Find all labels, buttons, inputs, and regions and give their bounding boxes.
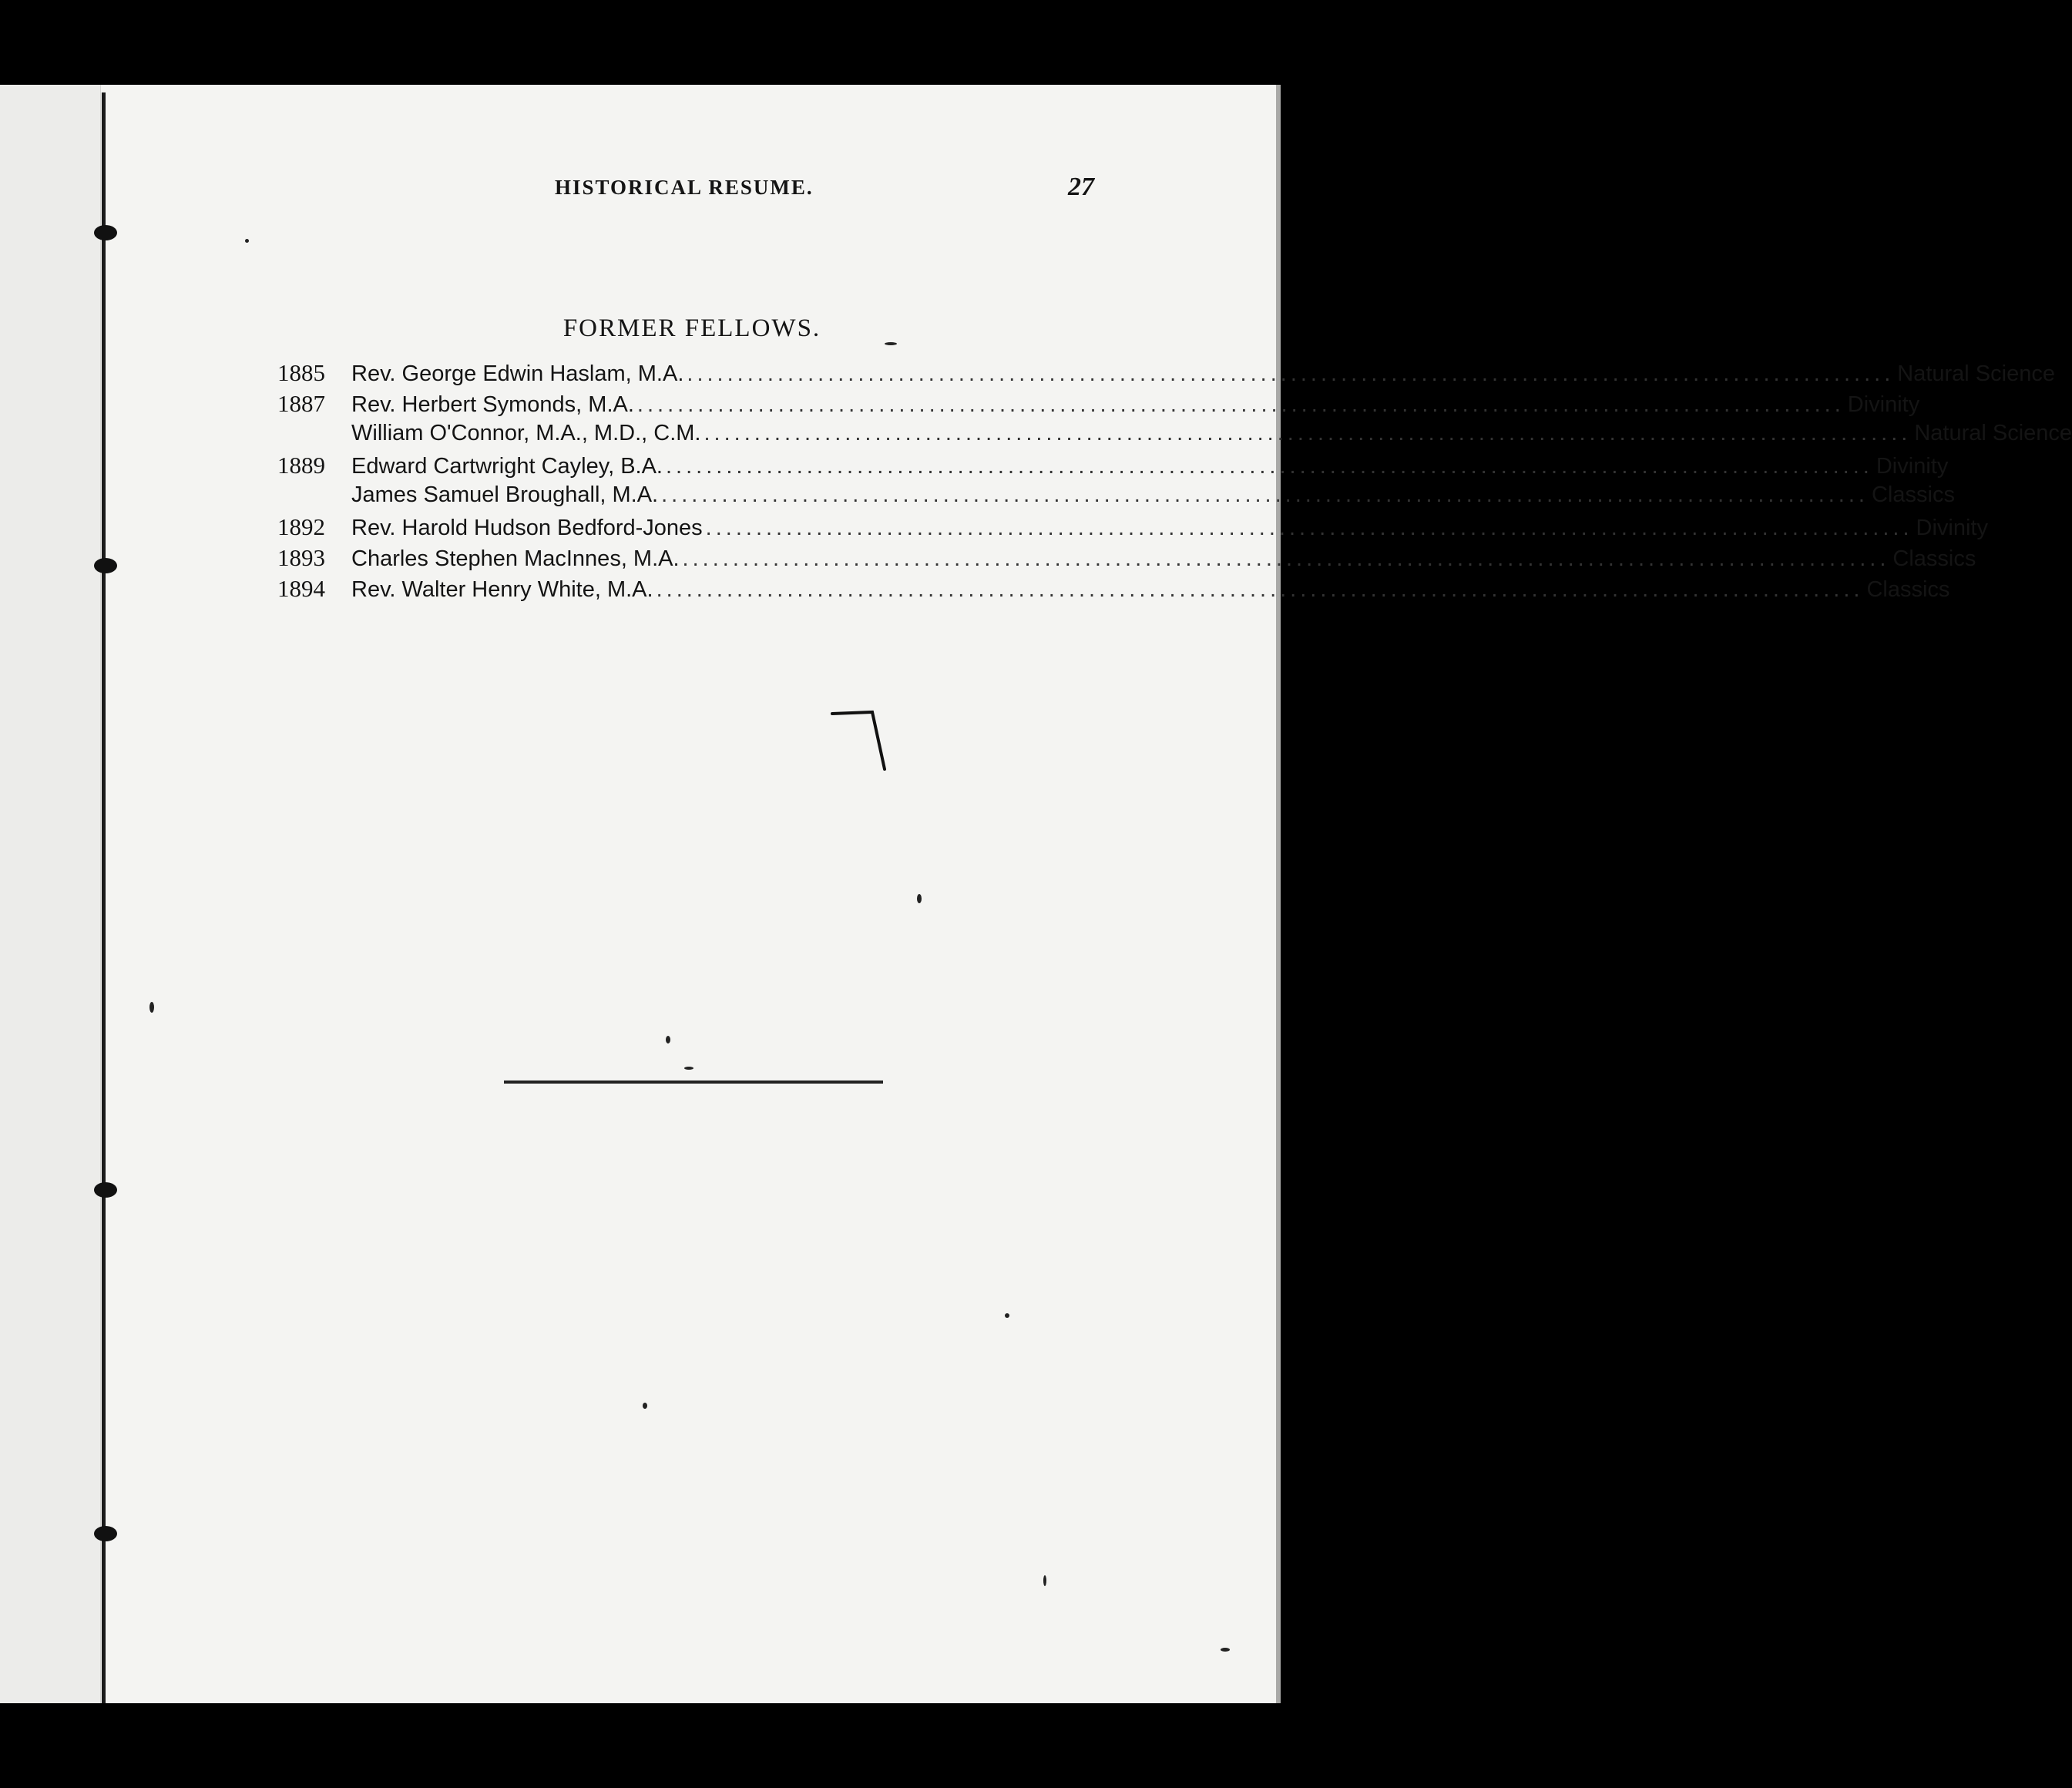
fellow-name: Charles Stephen MacInnes, M.A. [351, 546, 680, 571]
section-heading: FORMER FELLOWS. [562, 314, 821, 342]
fellow-year: 1894 [277, 575, 325, 602]
fellow-name: Rev. Harold Hudson Bedford-Jones [351, 516, 703, 540]
ink-speck [1043, 1575, 1046, 1586]
fellow-row [277, 359, 2055, 390]
fellow-row [277, 421, 2072, 452]
fellow-year: 1885 [277, 359, 325, 386]
fellow-name: Rev. George Edwin Haslam, M.A. [351, 361, 684, 386]
dot-leader: ........................................................................................................................ [661, 482, 1869, 507]
fellow-subject: Classics [1892, 546, 1976, 571]
running-title: HISTORICAL RESUME. [555, 176, 814, 199]
fellow-row [277, 544, 1976, 575]
fellow-subject: Classics [1866, 577, 1950, 602]
dot-leader: ........................................................................................................................ [704, 421, 1912, 445]
dot-leader: ........................................................................................................................ [682, 546, 1890, 571]
fellow-year: 1889 [277, 452, 325, 479]
dot-leader: ........................................................................................................................ [636, 392, 1845, 417]
fellow-row [277, 575, 1950, 606]
fellow-year: 1893 [277, 544, 325, 571]
ink-speck [917, 894, 922, 903]
fellow-subject: Divinity [1876, 454, 1949, 479]
fellow-subject: Divinity [1847, 392, 1920, 417]
binding-stitch-mark [94, 558, 117, 573]
closing-rule [504, 1081, 883, 1084]
binding-stitch-mark [94, 1526, 117, 1541]
ink-speck [1005, 1313, 1009, 1318]
fellow-subject: Natural Science [1914, 421, 2072, 445]
fellow-subject: Classics [1871, 482, 1955, 507]
fellow-name: James Samuel Broughall, M.A. [351, 482, 659, 507]
page-number: 27 [1068, 173, 1094, 201]
fellow-row [277, 452, 1949, 482]
fellow-name: Rev. Herbert Symonds, M.A. [351, 392, 634, 417]
ink-speck [885, 342, 897, 345]
fellow-subject: Divinity [1916, 516, 1988, 540]
ink-speck [666, 1036, 670, 1044]
fellow-year: 1887 [277, 390, 325, 417]
fellow-name: Rev. Walter Henry White, M.A. [351, 577, 653, 602]
binding-stitch-mark [94, 1182, 117, 1198]
fellow-row [277, 390, 1920, 421]
dot-leader: ........................................................................................................................ [705, 516, 1913, 540]
fellow-year: 1892 [277, 513, 325, 540]
ink-speck [643, 1403, 647, 1409]
fellows-list [277, 359, 2072, 606]
running-header [277, 173, 1094, 207]
fellow-row [277, 513, 1988, 544]
fellow-name: William O'Connor, M.A., M.D., C.M. [351, 421, 701, 445]
dot-leader: ........................................................................................................................ [687, 361, 1895, 386]
ink-speck [684, 1067, 693, 1070]
pencil-mark [829, 706, 891, 775]
dot-leader: ........................................................................................................................ [656, 577, 1864, 602]
dot-leader: ........................................................................................................................ [666, 454, 1873, 479]
ink-speck [149, 1002, 154, 1013]
ink-speck [1221, 1648, 1230, 1652]
binding-stitch-mark [94, 225, 117, 240]
fellow-subject: Natural Science [1897, 361, 2055, 386]
ink-speck [245, 239, 249, 243]
fellow-name: Edward Cartwright Cayley, B.A. [351, 454, 663, 479]
fellow-row [277, 482, 1955, 513]
